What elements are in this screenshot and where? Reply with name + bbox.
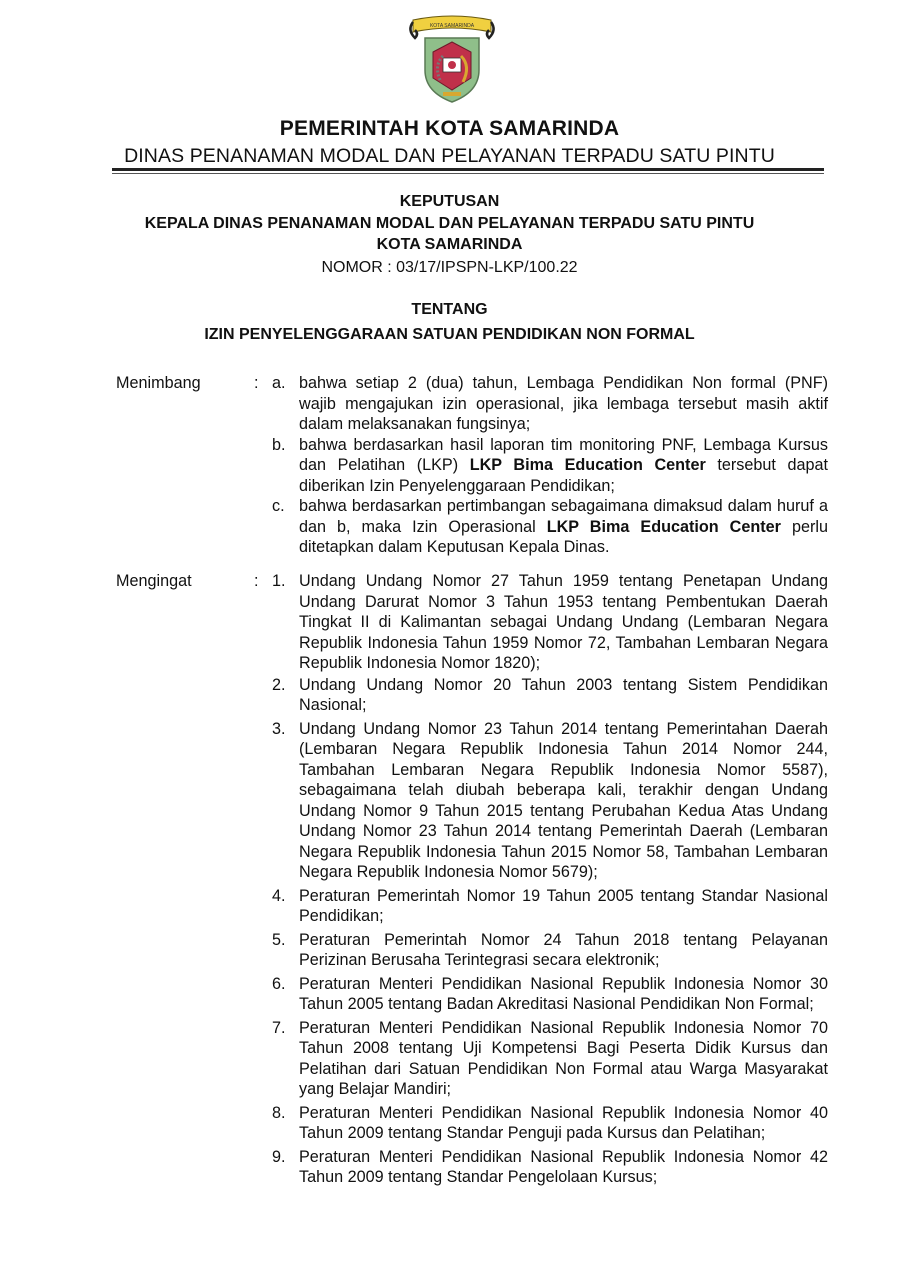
item-text: Peraturan Pemerintah Nomor 19 Tahun 2005 tentang Standar Nasional Pendidikan;	[299, 886, 828, 925]
item-marker: a.	[272, 374, 286, 392]
decree-heading: KEPUTUSAN	[399, 193, 500, 210]
item-text-after: tersebut dapat diberikan Izin Penyelenggaraan Pendidikan;	[299, 456, 828, 495]
tentang-heading: TENTANG	[411, 301, 488, 318]
mengingat-item	[272, 1018, 828, 1100]
item-text	[299, 435, 828, 497]
item-marker: c.	[272, 497, 285, 515]
menimbang-label: Menimbang	[116, 374, 201, 392]
item-marker: 2.	[272, 675, 286, 694]
item-marker: 5.	[272, 930, 286, 949]
menimbang-item-a	[272, 373, 828, 435]
item-text	[299, 496, 828, 558]
item-text: Peraturan Menteri Pendidikan Nasional Republik Indonesia Nomor 30 Tahun 2005 tentang Badan Akreditasi Nasional Pendidikan Non Formal;	[299, 974, 828, 1013]
item-marker: 6.	[272, 974, 286, 993]
item-text: Undang Undang Nomor 23 Tahun 2014 tentang Pemerintahan Daerah (Lembaran Negara Republik Indonesia Tahun 2014 Nomor 244, Tambahan Lembaran Negara Republik Indonesia Nomor 5587), sebagaimana telah diubah beberapa kali, terakhir dengan Undang Undang Nomor 9 Tahun 2015 tentang Perubahan Kedua Atas Undang Undang Nomor 23 Tahun 2014 tentang Pemerintah Daerah (Lembaran Negara Republik Indonesia Tahun 2015 Nomor 58, Tambahan Lembaran Negara Republik Indonesia Nomor 5679);	[299, 719, 828, 881]
item-marker: 8.	[272, 1103, 286, 1122]
mengingat-item	[272, 1103, 828, 1144]
decree-number: NOMOR : 03/17/IPSPN-LKP/100.22	[321, 259, 578, 276]
mengingat-item	[272, 675, 828, 716]
menimbang-item-b	[272, 435, 828, 497]
item-text-before: bahwa berdasarkan pertimbangan sebagaimana dimaksud dalam huruf a dan b, maka Izin Operasional	[299, 497, 828, 536]
item-text-before: bahwa berdasarkan hasil laporan tim monitoring PNF, Lembaga Kursus dan Pelatihan (LKP)	[299, 435, 828, 474]
item-text: Undang Undang Nomor 27 Tahun 1959 tentang Penetapan Undang Undang Darurat Nomor 3 Tahun 1953 tentang Pembentukan Daerah Tingkat II di Kalimantan sebagai Undang Undang (Lembaran Negara Republik Indonesia Tahun 1959 Nomor 72, Tambahan Lembaran Negara Republik Indonesia Nomor 1820);	[299, 572, 828, 672]
mengingat-label: Mengingat	[116, 572, 192, 590]
decree-subject: IZIN PENYELENGGARAAN SATUAN PENDIDIKAN NON FORMAL	[204, 326, 695, 343]
menimbang-list	[272, 373, 828, 558]
letterhead-agency: DINAS PENANAMAN MODAL DAN PELAYANAN TERPADU SATU PINTU	[124, 145, 775, 167]
item-text: Undang Undang Nomor 20 Tahun 2003 tentang Sistem Pendidikan Nasional;	[299, 675, 828, 714]
item-text-after: perlu ditetapkan dalam Keputusan Kepala Dinas.	[299, 517, 828, 556]
item-marker: 7.	[272, 1018, 286, 1037]
item-marker: 1.	[272, 572, 286, 590]
letterhead-rule-thick	[112, 168, 824, 171]
item-marker: 9.	[272, 1147, 286, 1166]
issuer-line-2: KOTA SAMARINDA	[376, 236, 523, 253]
mengingat-item	[272, 930, 828, 971]
item-marker: 3.	[272, 719, 286, 738]
menimbang-item-c	[272, 496, 828, 558]
issuer-line-1: KEPALA DINAS PENANAMAN MODAL DAN PELAYANAN TERPADU SATU PINTU	[144, 215, 755, 232]
item-text: Peraturan Pemerintah Nomor 24 Tahun 2018 tentang Pelayanan Perizinan Berusaha Terintegrasi secara elektronik;	[299, 930, 828, 969]
institution-name: LKP Bima Education Center	[546, 517, 781, 536]
mengingat-list	[272, 571, 828, 1188]
letterhead-rule-thin	[112, 173, 824, 174]
mengingat-item	[272, 571, 828, 674]
mengingat-item	[272, 886, 828, 927]
letterhead-government: PEMERINTAH KOTA SAMARINDA	[279, 117, 620, 140]
item-marker: b.	[272, 435, 286, 454]
item-text: Peraturan Menteri Pendidikan Nasional Republik Indonesia Nomor 42 Tahun 2009 tentang Standar Pengelolaan Kursus;	[299, 1147, 828, 1186]
logo-banner-text: KOTA SAMARINDA	[429, 23, 475, 29]
item-text: bahwa setiap 2 (dua) tahun, Lembaga Pendidikan Non formal (PNF) wajib mengajukan izin operasional, jika lembaga tersebut masih aktif dalam melaksanakan fungsinya;	[299, 374, 828, 433]
item-text: Peraturan Menteri Pendidikan Nasional Republik Indonesia Nomor 70 Tahun 2008 tentang Uji Kompetensi Bagi Peserta Didik Kursus dan Pelatihan dari Satuan Pendidikan Non Formal atau Warga Masyarakat yang Belajar Mandiri;	[299, 1018, 828, 1098]
item-text: Peraturan Menteri Pendidikan Nasional Republik Indonesia Nomor 40 Tahun 2009 tentang Standar Penguji pada Kursus dan Pelatihan;	[299, 1103, 828, 1142]
institution-name: LKP Bima Education Center	[469, 456, 706, 474]
mengingat-item	[272, 719, 828, 883]
city-coat-of-arms-logo	[405, 8, 499, 104]
mengingat-colon: :	[254, 572, 259, 590]
mengingat-item	[272, 974, 828, 1015]
item-marker: 4.	[272, 886, 286, 905]
mengingat-item	[272, 1147, 828, 1188]
menimbang-colon: :	[254, 374, 259, 392]
